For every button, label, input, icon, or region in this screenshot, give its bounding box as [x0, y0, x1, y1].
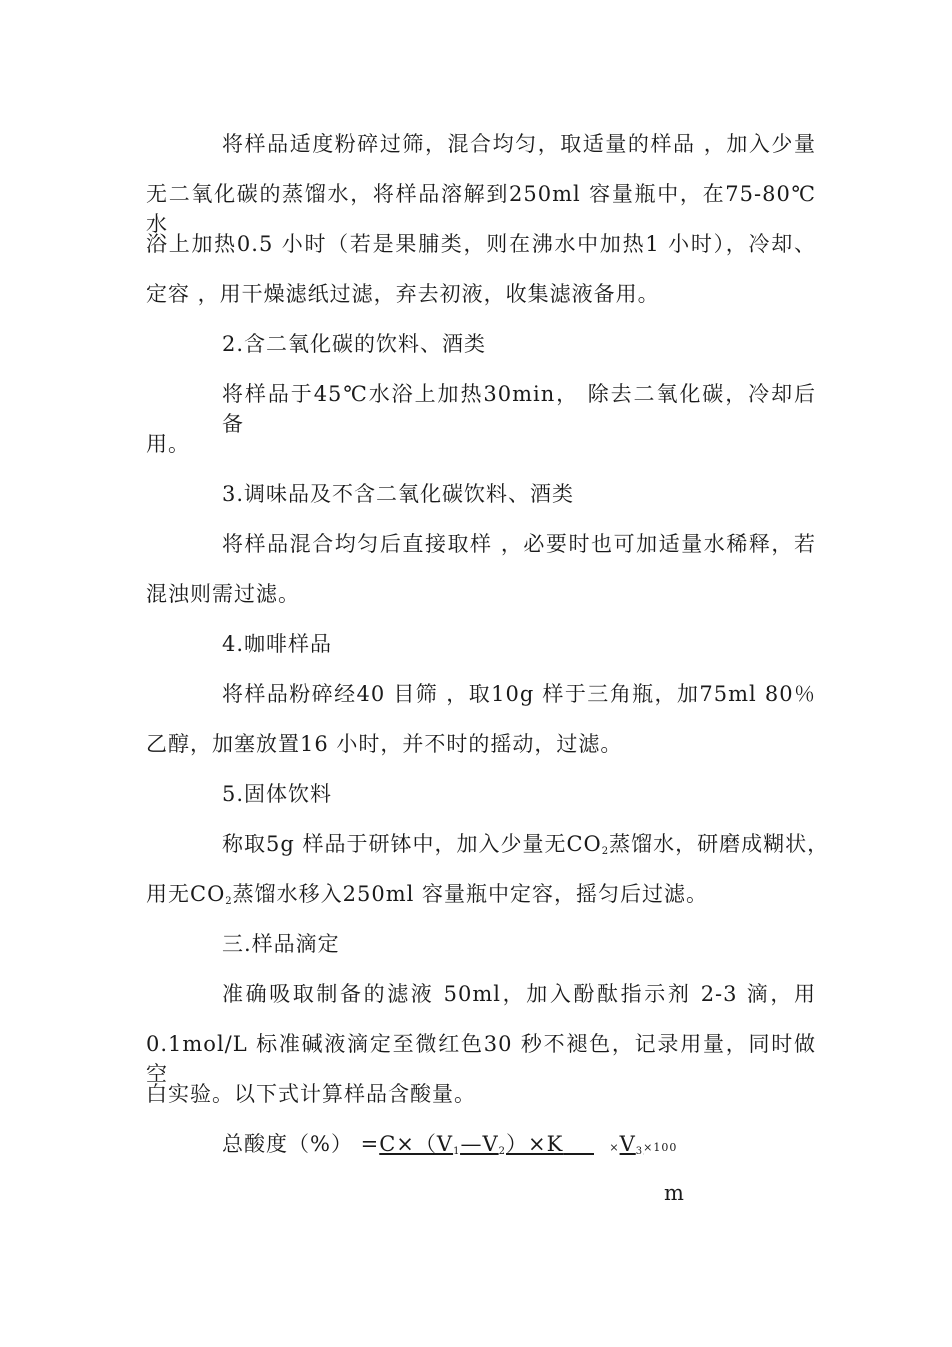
formula-label: 总酸度（%） =: [222, 1132, 380, 1156]
section4-line1: 将样品粉碎经40 目筛 ，取10g 样于三角瓶，加75ml 80％: [222, 682, 816, 706]
formula-c-part: $C\times(V_1—V_2)\times K$: [379, 1132, 564, 1157]
section6-line2: 0.1mol/L 标准碱液滴定至微红色30 秒不褪色，记录用量，同时做空: [146, 1032, 816, 1086]
section2-line1: 将样品于45℃水浴上加热30min， 除去二氧化碳，冷却后备: [222, 382, 816, 436]
section6-line1: 准确吸取制备的滤液 50ml，加入酚酞指示剂 2-3 滴，用: [222, 982, 816, 1006]
section2-heading: 2.含二氧化碳的饮料、酒类: [222, 332, 487, 356]
section2-line2: 用。: [146, 432, 190, 456]
section3-line1: 将样品混合均匀后直接取样 ，必要时也可加适量水稀释，若: [222, 532, 816, 556]
section3-heading: 3.调味品及不含二氧化碳饮料、酒类: [222, 482, 575, 506]
para1-line1: 将样品适度粉碎过筛，混合均匀，取适量的样品 ，加入少量: [222, 132, 816, 156]
section5-line2: 用无$CO_2$蒸馏水移入250ml 容量瓶中定容，摇匀后过滤。: [146, 882, 709, 907]
para1-line4: 定容 ，用干燥滤纸过滤，弃去初液，收集滤液备用。: [146, 282, 660, 306]
section4-line2: 乙醇，加塞放置16 小时，并不时的摇动，过滤。: [146, 732, 623, 756]
section5-heading: 5.固体饮料: [222, 782, 333, 806]
formula-denominator: m: [664, 1181, 684, 1205]
section4-heading: 4.咖啡样品: [222, 632, 333, 656]
para1-line3: 浴上加热0.5 小时（若是果脯类，则在沸水中加热1 小时），冷却、: [146, 232, 816, 256]
section6-line3: 白实验。以下式计算样品含酸量。: [146, 1082, 476, 1106]
formula-numerator: 总酸度（%） $=C\times(V_1—V_2)\times K$ $\times V_3\times 100$: [222, 1132, 678, 1157]
section3-line2: 混浊则需过滤。: [146, 582, 300, 606]
para1-line2: 无二氧化碳的蒸馏水，将样品溶解到250ml 容量瓶中，在75-80℃水: [146, 182, 816, 236]
section5-line1: 称取5g 样品于研钵中，加入少量无$CO_2$蒸馏水，研磨成糊状，: [222, 832, 830, 857]
section6-heading: 三.样品滴定: [222, 932, 340, 956]
formula-v3: $V_3$: [619, 1132, 644, 1157]
